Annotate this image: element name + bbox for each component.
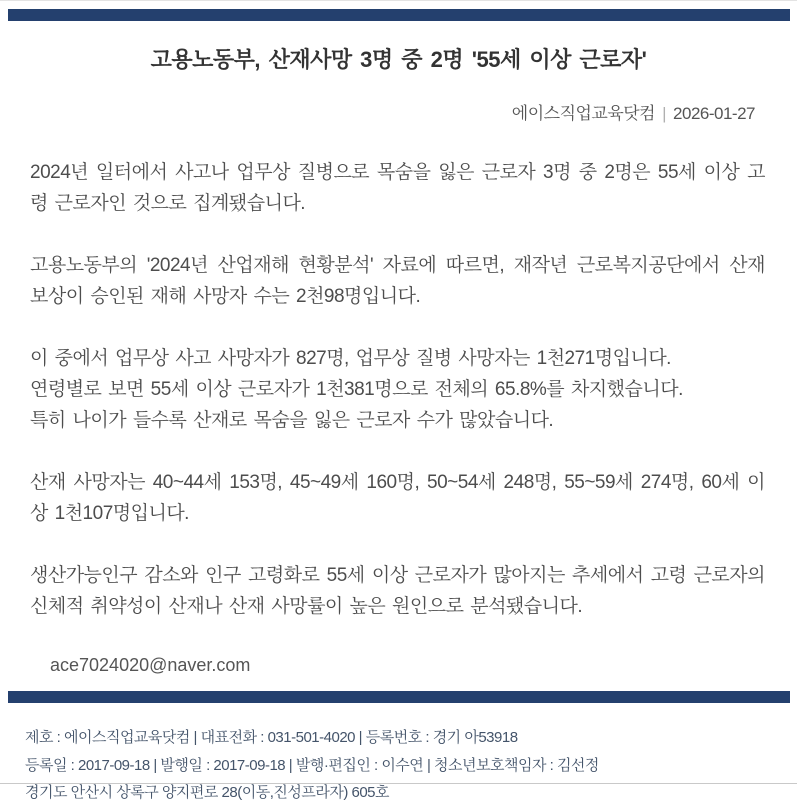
- email-address: ace7024020@naver.com: [50, 655, 251, 675]
- paragraph-line: 2024년 일터에서 사고나 업무상 질병으로 목숨을 잃은 근로자 3명 중 2명은 55세 이상 고령 근로자인 것으로 집계됐습니다.: [30, 162, 765, 214]
- page-title: 고용노동부, 산재사망 3명 중 2명 '55세 이상 근로자': [150, 47, 647, 72]
- footer: [25, 724, 772, 807]
- paragraph-line: 산재 사망자는 40~44세 153명, 45~49세 160명, 50~54세 248명, 55~59세 274명, 60세 이상 1천107명입니다.: [30, 472, 765, 524]
- article-paragraph: [30, 467, 765, 529]
- article-paragraph: [30, 560, 765, 622]
- footer-line: 제호 : 에이스직업교육닷컴 | 대표전화 : 031-501-4020 | 등록번호 : 경기 아53918: [25, 729, 518, 746]
- article-paragraph: [30, 250, 765, 312]
- article-paragraph: [30, 343, 765, 436]
- paragraph-line: 특히 나이가 들수록 산재로 목숨을 잃은 근로자 수가 많았습니다.: [30, 410, 554, 431]
- paragraph-line: 연령별로 보면 55세 이상 근로자가 1천381명으로 전체의 65.8%를 차지했습니다.: [30, 379, 683, 400]
- article-paragraph: [30, 157, 765, 219]
- paragraph-line: 고용노동부의 '2024년 산업재해 현황분석' 자료에 따르면, 재작년 근로복지공단에서 산재 보상이 승인된 재해 사망자 수는 2천98명입니다.: [30, 255, 765, 307]
- bottom-accent-bar: [8, 691, 790, 703]
- article-date: 2026-01-27: [673, 104, 755, 123]
- footer-line: 등록일 : 2017-09-18 | 발행일 : 2017-09-18 | 발행·편집인 : 이수연 | 청소년보호책임자 : 김선정: [25, 756, 599, 774]
- article-body: [30, 157, 765, 622]
- byline-source: 에이스직업교육닷컴: [511, 104, 656, 123]
- byline: [0, 102, 755, 126]
- byline-separator-icon: |: [662, 104, 667, 123]
- footer-line: 경기도 안산시 상록구 양지편로 28(이동,진성프라자) 605호: [25, 784, 389, 801]
- paragraph-line: 생산가능인구 감소와 인구 고령화로 55세 이상 근로자가 많아지는 추세에서 고령 근로자의 신체적 취약성이 산재나 산재 사망률이 높은 원인으로 분석됐습니다.: [30, 565, 765, 617]
- top-accent-bar: [8, 9, 790, 21]
- paragraph-line: 이 중에서 업무상 사고 사망자가 827명, 업무상 질병 사망자는 1천271명입니다.: [30, 348, 671, 369]
